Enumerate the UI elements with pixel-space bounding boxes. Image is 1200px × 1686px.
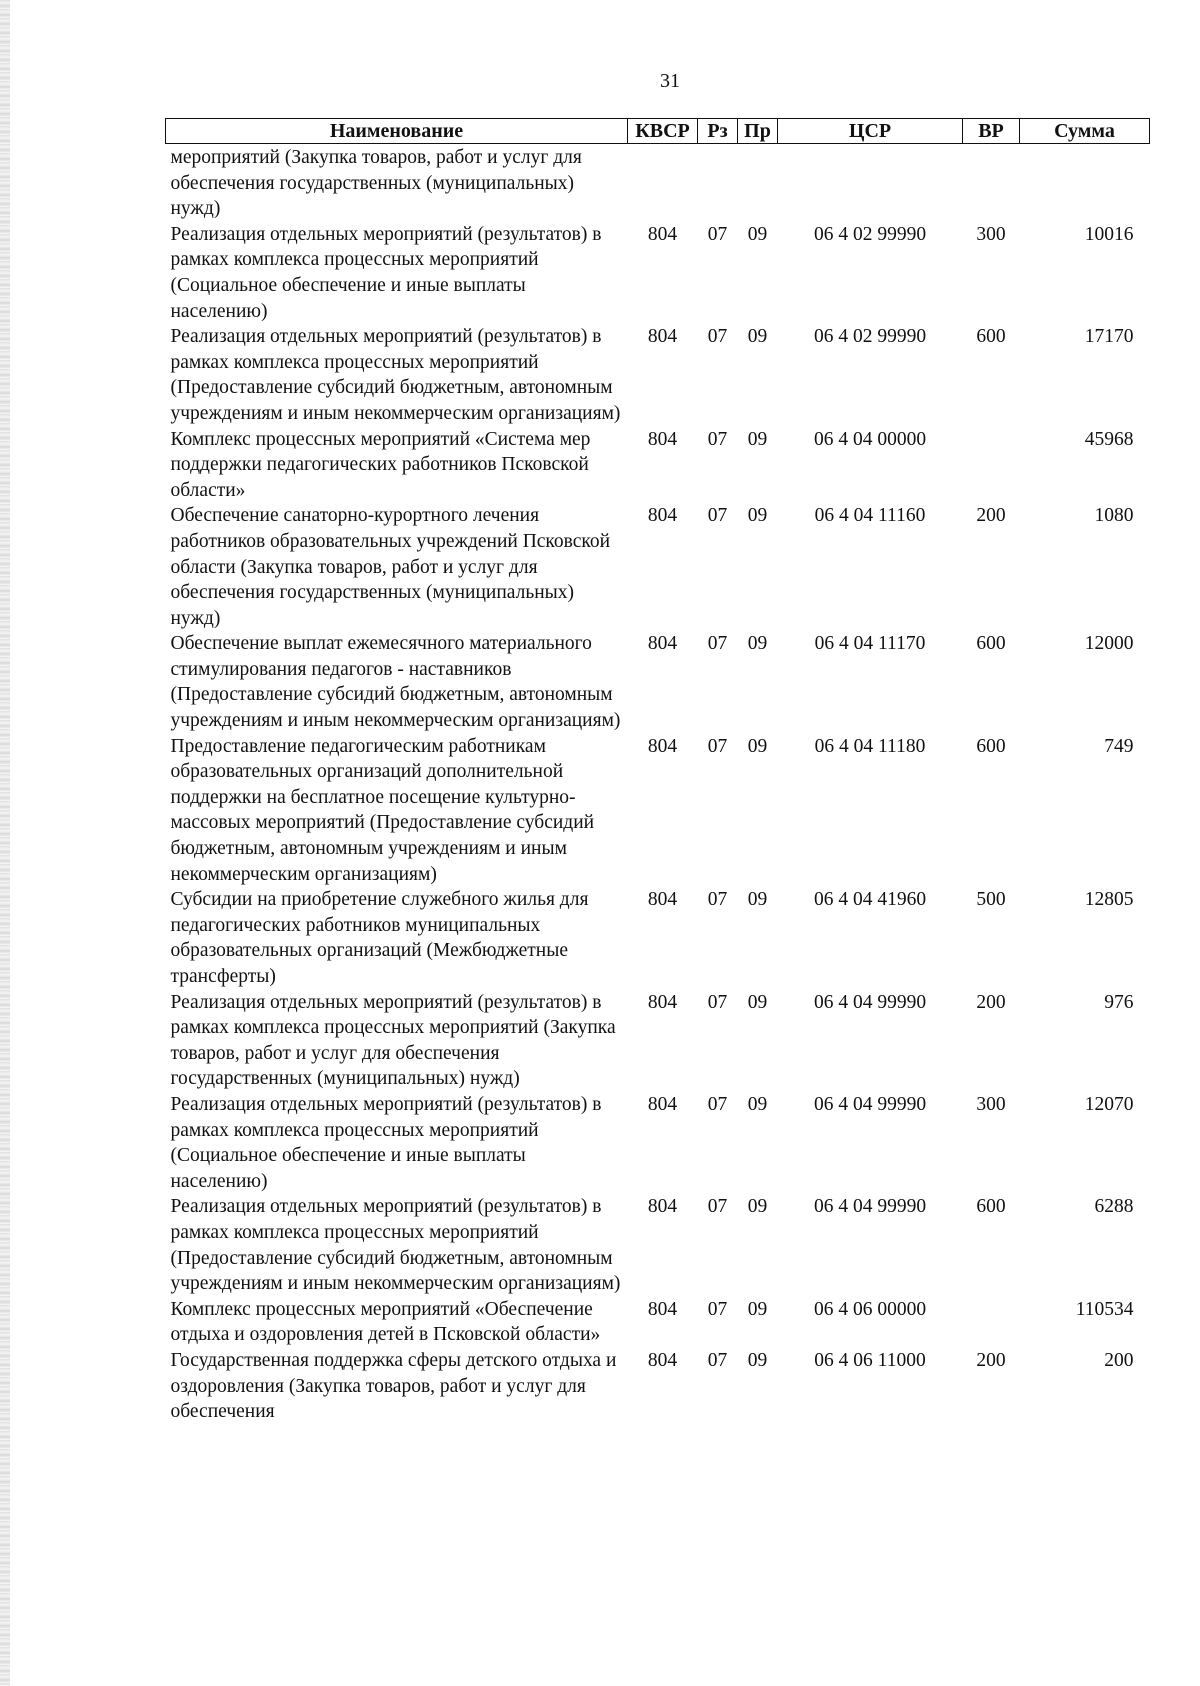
table-row	[166, 503, 1150, 631]
cell-csr: 06 4 06 11000	[814, 1349, 926, 1371]
cell-sum: 17170	[1084, 326, 1134, 348]
cell-rz: 07	[707, 633, 728, 655]
cell-vr	[963, 144, 1020, 222]
cell-kvsr: 804	[647, 505, 678, 527]
cell-csr: 06 4 04 11170	[814, 633, 926, 655]
cell-name: Реализация отдельных мероприятий (результатов) в рамках комплекса процессных мероприятий (Закупка товаров, работ и услуг для обеспечения государственных (муниципальных) нужд)	[170, 991, 616, 1090]
cell-name: Реализация отдельных мероприятий (результатов) в рамках комплекса процессных мероприятий (Предоставление субсидий бюджетным, автономным учреждениям и иным некоммерческим организациям)	[170, 1196, 621, 1295]
header-pr: Пр	[738, 119, 778, 144]
table-row	[166, 1092, 1150, 1194]
cell-sum: 6288	[1094, 1196, 1134, 1218]
cell-sum: 12805	[1084, 889, 1134, 911]
table-row	[166, 1194, 1150, 1296]
cell-name: мероприятий (Закупка товаров, работ и услуг для обеспечения государственных (муниципальных) нужд)	[170, 147, 582, 220]
cell-name: Комплекс процессных мероприятий «Система мер поддержки педагогических работников Псковской области»	[170, 428, 591, 501]
cell-rz: 07	[707, 1349, 728, 1371]
cell-kvsr: 804	[647, 326, 678, 348]
header-kvsr: КВСР	[628, 119, 698, 144]
cell-csr: 06 4 04 00000	[813, 428, 927, 450]
cell-rz: 07	[707, 326, 728, 348]
cell-rz: 07	[707, 991, 728, 1013]
table-row	[166, 990, 1150, 1092]
cell-vr: 600	[976, 735, 1006, 757]
cell-pr: 09	[747, 1093, 768, 1115]
cell-pr: 09	[747, 991, 768, 1013]
cell-vr: 600	[976, 326, 1006, 348]
cell-name: Обеспечение выплат ежемесячного материального стимулирования педагогов - наставников (Предоставление субсидий бюджетным, автономным учреждениям и иным некоммерческим организациям)	[170, 633, 621, 732]
cell-csr: 06 4 06 00000	[813, 1298, 927, 1320]
budget-table	[165, 118, 1150, 1425]
cell-name: Реализация отдельных мероприятий (результатов) в рамках комплекса процессных мероприятий (Социальное обеспечение и иные выплаты населению)	[170, 1093, 602, 1192]
cell-name: Реализация отдельных мероприятий (результатов) в рамках комплекса процессных мероприятий (Социальное обеспечение и иные выплаты населению)	[170, 223, 602, 322]
cell-kvsr: 804	[647, 1196, 678, 1218]
cell-kvsr: 804	[647, 633, 678, 655]
cell-vr: 300	[976, 1093, 1006, 1115]
header-sum: Сумма	[1020, 119, 1150, 144]
cell-name: Реализация отдельных мероприятий (результатов) в рамках комплекса процессных мероприятий (Предоставление субсидий бюджетным, автономным учреждениям и иным некоммерческим организациям)	[170, 326, 621, 424]
cell-rz: 07	[707, 889, 728, 911]
header-vr: ВР	[963, 119, 1020, 144]
table-header-row	[166, 119, 1150, 144]
cell-rz: 07	[707, 735, 728, 757]
cell-kvsr: 804	[647, 1298, 678, 1320]
cell-kvsr: 804	[647, 991, 678, 1013]
cell-name: Государственная поддержка сферы детского отдыха и оздоровления (Закупка товаров, работ и услуг для обеспечения	[170, 1349, 617, 1423]
cell-vr: 600	[976, 633, 1006, 655]
table-row	[166, 887, 1150, 989]
header-rz: Рз	[698, 119, 738, 144]
cell-csr: 06 4 02 99990	[813, 326, 927, 348]
cell-pr: 09	[747, 223, 768, 245]
cell-csr: 06 4 04 99990	[813, 1093, 927, 1115]
cell-kvsr: 804	[647, 735, 678, 757]
cell-kvsr: 804	[647, 1093, 678, 1115]
table-row	[166, 1348, 1150, 1425]
cell-sum: 1080	[1094, 505, 1134, 527]
cell-pr: 09	[747, 326, 768, 348]
cell-vr: 200	[976, 505, 1006, 527]
cell-sum: 749	[1104, 735, 1134, 757]
cell-csr: 06 4 02 99990	[813, 223, 927, 245]
cell-kvsr	[628, 144, 698, 222]
cell-pr: 09	[747, 1196, 768, 1218]
cell-pr	[738, 144, 778, 222]
cell-csr: 06 4 04 99990	[813, 1196, 927, 1218]
cell-rz	[698, 144, 738, 222]
cell-rz: 07	[707, 1298, 728, 1320]
header-csr: ЦСР	[778, 119, 963, 144]
cell-csr: 06 4 04 11180	[814, 735, 926, 757]
cell-name: Обеспечение санаторно-курортного лечения работников образовательных учреждений Псковской области (Закупка товаров, работ и услуг для обеспечения государственных (муниципальных) нужд)	[170, 505, 611, 629]
cell-pr: 09	[747, 889, 768, 911]
cell-sum: 12000	[1084, 633, 1134, 655]
table-row	[166, 734, 1150, 888]
cell-kvsr: 804	[647, 1349, 678, 1371]
cell-pr: 09	[747, 735, 768, 757]
cell-vr: 500	[976, 889, 1006, 911]
cell-vr	[963, 1297, 1020, 1348]
cell-name: Субсидии на приобретение служебного жилья для педагогических работников муниципальных образовательных организаций (Межбюджетные трансферты)	[170, 889, 589, 987]
cell-pr: 09	[747, 428, 768, 450]
cell-pr: 09	[747, 633, 768, 655]
cell-kvsr: 804	[647, 889, 678, 911]
cell-sum: 976	[1104, 991, 1134, 1013]
cell-vr: 200	[976, 991, 1006, 1013]
cell-name: Комплекс процессных мероприятий «Обеспечение отдыха и оздоровления детей в Псковской области»	[170, 1298, 601, 1346]
cell-sum	[1020, 144, 1150, 222]
table-row	[166, 222, 1150, 324]
cell-rz: 07	[707, 428, 728, 450]
cell-vr	[963, 427, 1020, 504]
cell-pr: 09	[747, 1298, 768, 1320]
cell-vr: 200	[976, 1349, 1006, 1371]
cell-sum: 110534	[1075, 1298, 1134, 1320]
cell-kvsr: 804	[647, 428, 678, 450]
cell-csr	[778, 144, 963, 222]
cell-rz: 07	[707, 505, 728, 527]
cell-csr: 06 4 04 99990	[813, 991, 927, 1013]
cell-sum: 200	[1104, 1349, 1134, 1371]
cell-sum: 10016	[1084, 223, 1134, 245]
cell-vr: 600	[976, 1196, 1006, 1218]
table-body	[166, 144, 1150, 1425]
header-name: Наименование	[166, 119, 628, 144]
cell-csr: 06 4 04 41960	[813, 889, 927, 911]
cell-name: Предоставление педагогическим работникам образовательных организаций дополнительной поддержки на бесплатное посещение культурно-массовых мероприятий (Предоставление субсидий бюджетным, автономным учреждениям и иным некоммерческим организациям)	[170, 735, 595, 885]
cell-vr: 300	[976, 223, 1006, 245]
table-row	[166, 631, 1150, 733]
table-row	[166, 427, 1150, 504]
page-number: 31	[660, 70, 680, 92]
cell-sum: 12070	[1084, 1093, 1134, 1115]
cell-kvsr: 804	[647, 223, 678, 245]
cell-csr: 06 4 04 11160	[814, 505, 926, 527]
cell-rz: 07	[707, 1196, 728, 1218]
cell-sum: 45968	[1084, 428, 1134, 450]
cell-pr: 09	[747, 505, 768, 527]
cell-pr: 09	[747, 1349, 768, 1371]
table-row	[166, 324, 1150, 426]
table-row	[166, 144, 1150, 222]
table-row	[166, 1297, 1150, 1348]
cell-rz: 07	[707, 1093, 728, 1115]
cell-rz: 07	[707, 223, 728, 245]
scan-edge	[0, 0, 10, 1686]
